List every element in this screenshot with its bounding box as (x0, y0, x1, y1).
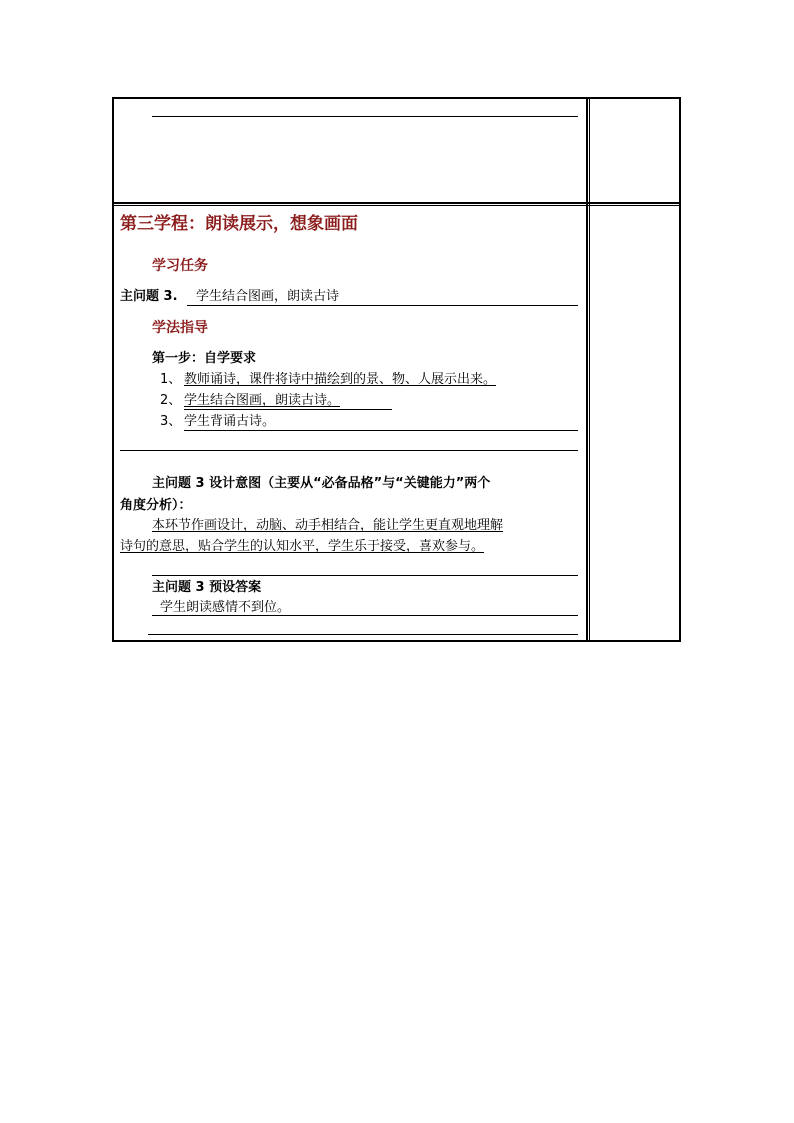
lesson-table (112, 97, 681, 642)
section-title: 第三学程：朗读展示，想象画面 (120, 214, 358, 234)
row-divider (114, 202, 679, 204)
step-number: 1、 (160, 372, 182, 387)
step1-heading: 第一步：自学要求 (152, 351, 257, 366)
separator-line (152, 575, 578, 576)
main-question-label: 主问题 3. (120, 289, 178, 304)
design-text: 本环节作画设计，动脑、动手相结合，能让学生更直观地理解 (152, 518, 504, 533)
design-text-cont: 诗句的意思，贴合学生的认知水平，学生乐于接受，喜欢参与。 (120, 539, 485, 554)
answer-heading: 主问题 3 预设答案 (152, 580, 262, 595)
design-heading-cont: 角度分析）： (120, 498, 192, 513)
column-divider (586, 99, 588, 640)
answer-text: 学生朗读感情不到位。 (160, 600, 291, 615)
answer-underline (152, 615, 578, 616)
main-question-underline (187, 305, 578, 306)
separator-line (120, 450, 578, 451)
blank-line (152, 116, 578, 117)
step-underline (184, 430, 578, 431)
row-divider-inner (114, 205, 679, 206)
task-heading: 学习任务 (152, 258, 208, 274)
step-text: 教师诵诗，课件将诗中描绘到的景、物、人展示出来。 (184, 372, 497, 387)
step-underline (184, 409, 392, 410)
blank-line (148, 634, 578, 635)
step-number: 3、 (160, 414, 182, 429)
column-divider-inner (589, 99, 590, 640)
step-text: 学生背诵古诗。 (184, 414, 276, 429)
main-question-text: 学生结合图画，朗读古诗 (196, 289, 340, 304)
step-text: 学生结合图画，朗读古诗。 (184, 393, 341, 408)
design-heading: 主问题 3 设计意图（主要从“必备品格”与“关键能力”两个 (152, 476, 491, 491)
method-heading: 学法指导 (152, 320, 208, 336)
step-number: 2、 (160, 393, 182, 408)
